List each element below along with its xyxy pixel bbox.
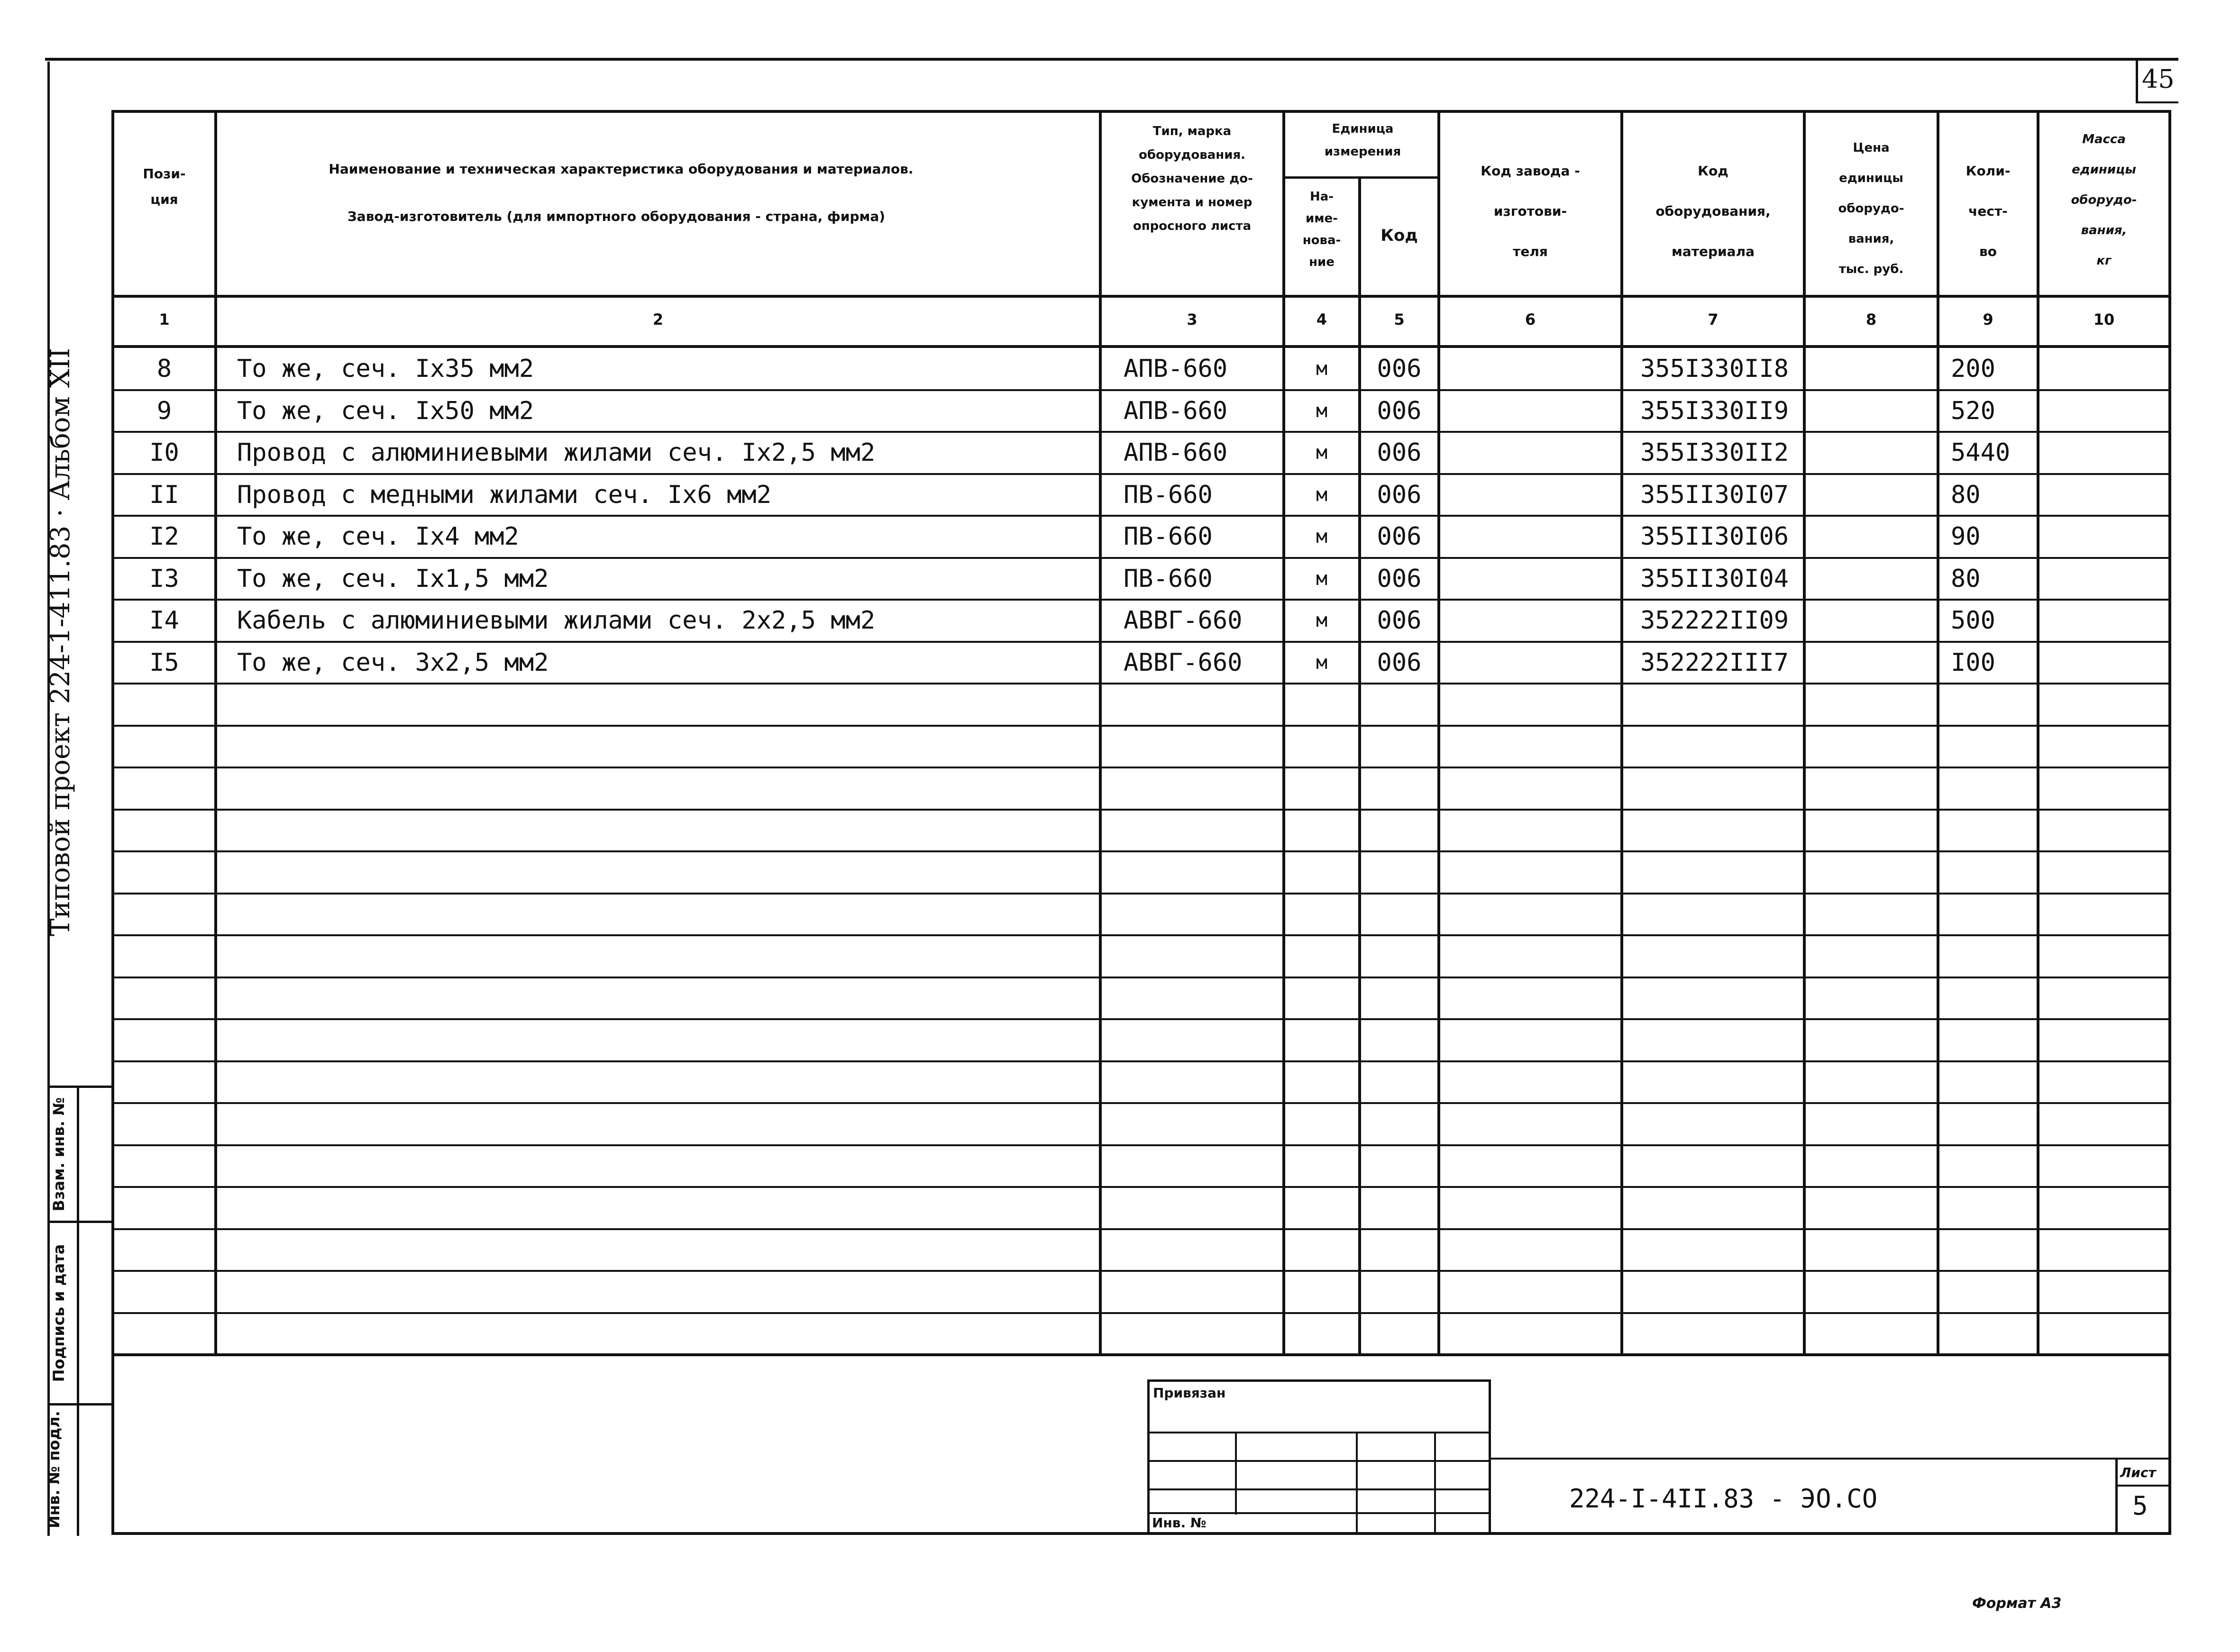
col-sep-9 xyxy=(2037,110,2039,1356)
cell-unit: м xyxy=(1316,358,1328,380)
cell-unit-code: 006 xyxy=(1377,480,1422,509)
col-sep-3 xyxy=(1282,110,1285,1356)
cell-quantity: 80 xyxy=(1951,564,1981,593)
cell-name: То же, сеч. Iх35 мм2 xyxy=(237,355,534,383)
row-rule xyxy=(111,809,2171,811)
cell-type: АВВГ-660 xyxy=(1124,606,1243,635)
colnum-6: 6 xyxy=(1525,310,1536,329)
cell-equip-code: 355II30I06 xyxy=(1640,522,1789,551)
cell-name: Кабель с алюминиевыми жилами сеч. 2х2,5 мм2 xyxy=(237,606,876,635)
row-rule xyxy=(111,725,2171,727)
stamp-left xyxy=(1147,1379,1150,1533)
cell-unit-code: 006 xyxy=(1377,522,1422,551)
cell-quantity: 520 xyxy=(1951,396,1995,425)
stamp-row1 xyxy=(1147,1432,1491,1433)
cell-unit: м xyxy=(1316,484,1328,506)
table-right-border xyxy=(2168,110,2171,1535)
side-field-replace: Взам. инв. № xyxy=(50,1097,68,1212)
cell-name: Провод с алюминиевыми жилами сеч. Iх2,5 мм2 xyxy=(237,438,876,467)
cell-equip-code: 355I330II8 xyxy=(1640,355,1789,383)
side-project-note: Типовой проект 224-1-411.83 · Альбом XII xyxy=(45,348,76,936)
cell-type: АПВ-660 xyxy=(1124,396,1228,425)
cell-unit-code: 006 xyxy=(1377,564,1422,593)
header-quantity: Коли- чест- во xyxy=(1966,163,2011,259)
cell-quantity: 500 xyxy=(1951,606,1995,635)
cell-name: То же, сеч. Iх1,5 мм2 xyxy=(237,564,549,593)
header-position: Пози- ция xyxy=(143,166,186,207)
document-code: 224-I-4II.83 - ЭО.СО xyxy=(1569,1484,1878,1514)
colnum-2: 2 xyxy=(652,310,664,329)
stamp-row3 xyxy=(1147,1488,1491,1490)
cell-equip-code: 352222II09 xyxy=(1640,606,1789,635)
stamp-col3 xyxy=(1434,1432,1436,1533)
stamp-row2 xyxy=(1147,1460,1491,1462)
row-rule xyxy=(111,683,2171,685)
table-body-bottom xyxy=(111,1353,2171,1356)
header-unit: Единица измерения xyxy=(1324,122,1401,159)
cell-quantity: 5440 xyxy=(1951,438,2011,467)
header-unit-code: Код xyxy=(1381,226,1418,245)
sheet-number: 5 xyxy=(2132,1491,2148,1521)
cell-quantity: 80 xyxy=(1951,480,1981,509)
colnum-4: 4 xyxy=(1316,310,1327,329)
sheet-label: Лист xyxy=(2120,1465,2156,1480)
cell-type: ПВ-660 xyxy=(1124,564,1213,593)
col-sep-5 xyxy=(1437,110,1440,1356)
row-rule xyxy=(111,1186,2171,1188)
cell-quantity: 200 xyxy=(1951,355,1995,383)
cell-unit: м xyxy=(1316,400,1328,422)
stamp-linked-label: Привязан xyxy=(1153,1385,1226,1401)
cell-equip-code: 352222III7 xyxy=(1640,648,1789,677)
row-rule xyxy=(111,1228,2171,1230)
cell-type: АПВ-660 xyxy=(1124,355,1228,383)
cell-position: I3 xyxy=(149,564,179,593)
col-sep-2 xyxy=(1099,110,1102,1356)
unit-header-split xyxy=(1282,176,1440,179)
colnum-9: 9 xyxy=(1983,310,1993,329)
colnum-8: 8 xyxy=(1865,310,1877,329)
row-rule xyxy=(111,977,2171,978)
header-type: Тип, марка оборудования. Обозначение до- кумента и номер опросного листа xyxy=(1131,124,1253,233)
cell-type: ПВ-660 xyxy=(1124,522,1213,551)
row-rule xyxy=(111,934,2171,936)
row-rule xyxy=(111,1018,2171,1020)
cell-quantity: 90 xyxy=(1951,522,1981,551)
format-label: Формат А3 xyxy=(1972,1595,2062,1612)
colnum-1: 1 xyxy=(159,310,170,329)
header-bottom-border xyxy=(111,295,2171,298)
cell-position: 8 xyxy=(156,355,172,383)
cell-name: Провод с медными жилами сеч. Iх6 мм2 xyxy=(237,480,772,509)
cell-name: То же, сеч. Iх4 мм2 xyxy=(237,522,519,551)
stamp-row4 xyxy=(1147,1512,1491,1514)
page-number-box-left xyxy=(2136,58,2138,103)
col-sep-6 xyxy=(1620,110,1623,1356)
cell-position: I2 xyxy=(149,522,179,551)
stamp-right xyxy=(1489,1379,1491,1533)
header-equip-code: Код оборудования, материала xyxy=(1655,163,1771,259)
col-sep-7 xyxy=(1803,110,1806,1356)
cell-type: АПВ-660 xyxy=(1124,438,1228,467)
colnum-10: 10 xyxy=(2093,310,2115,329)
colnum-7: 7 xyxy=(1708,310,1719,329)
cell-type: ПВ-660 xyxy=(1124,480,1213,509)
cell-name: То же, сеч. Iх50 мм2 xyxy=(237,396,534,425)
stamp-col2 xyxy=(1356,1432,1358,1533)
cell-unit: м xyxy=(1316,610,1328,631)
cell-equip-code: 355II30I04 xyxy=(1640,564,1789,593)
table-top-border xyxy=(111,110,2171,113)
frame-top-line xyxy=(45,58,2178,61)
page-bottom-border xyxy=(111,1532,2171,1535)
cell-equip-code: 355II30I07 xyxy=(1640,480,1789,509)
cell-position: I4 xyxy=(149,606,179,635)
cell-unit: м xyxy=(1316,567,1328,590)
sheet-box-split xyxy=(2115,1485,2171,1487)
row-rule xyxy=(111,1270,2171,1272)
side-fields-box-mid xyxy=(77,1086,79,1536)
title-block-line xyxy=(1489,1458,2171,1460)
cell-unit-code: 006 xyxy=(1377,355,1422,383)
header-unit-name: На- име- нова- ние xyxy=(1302,190,1341,269)
stamp-col1 xyxy=(1235,1432,1237,1515)
cell-unit-code: 006 xyxy=(1377,648,1422,677)
side-field-inventory: Инв. № подл. xyxy=(45,1411,63,1528)
stamp-top xyxy=(1147,1379,1491,1382)
page-number-box-bottom xyxy=(2136,101,2178,103)
row-rule xyxy=(111,1060,2171,1062)
header-price: Цена единицы оборудо- вания, тыс. руб. xyxy=(1838,141,1904,276)
cell-unit: м xyxy=(1316,651,1328,674)
cell-unit-code: 006 xyxy=(1377,438,1422,467)
cell-position: II xyxy=(149,480,179,509)
header-name-line1: Наименование и техническая характеристика оборудования и материалов. xyxy=(329,161,914,177)
row-rule xyxy=(111,767,2171,768)
colnum-5: 5 xyxy=(1394,310,1405,329)
row-rule xyxy=(111,1312,2171,1314)
row-rule xyxy=(111,1102,2171,1104)
cell-equip-code: 355I330II9 xyxy=(1640,396,1789,425)
header-name-line2: Завод-изготовитель (для импортного оборудования - страна, фирма) xyxy=(347,209,886,224)
cell-unit-code: 006 xyxy=(1377,606,1422,635)
row-rule xyxy=(111,893,2171,894)
side-field-signature: Подпись и дата xyxy=(50,1244,68,1382)
page-number: 45 xyxy=(2142,64,2175,94)
row-rule xyxy=(111,850,2171,852)
header-mfr-code: Код завода - изготови- теля xyxy=(1481,163,1580,259)
stamp-inv-label: Инв. № xyxy=(1152,1515,1207,1531)
side-fields-div1 xyxy=(47,1221,114,1223)
row-rule xyxy=(111,1144,2171,1146)
cell-unit: м xyxy=(1316,442,1328,464)
cell-type: АВВГ-660 xyxy=(1124,648,1243,677)
cell-unit: м xyxy=(1316,526,1328,548)
cell-position: 9 xyxy=(156,396,172,425)
sheet-box-left xyxy=(2115,1458,2118,1533)
cell-position: I5 xyxy=(149,648,179,677)
cell-quantity: I00 xyxy=(1951,648,1995,677)
cell-position: I0 xyxy=(149,438,179,467)
colnum-3: 3 xyxy=(1187,310,1198,329)
cell-unit-code: 006 xyxy=(1377,396,1422,425)
col-sep-1 xyxy=(214,110,217,1356)
col-sep-8 xyxy=(1937,110,1939,1356)
cell-name: То же, сеч. 3х2,5 мм2 xyxy=(237,648,549,677)
cell-equip-code: 355I330II2 xyxy=(1640,438,1789,467)
header-mass: Масса единицы оборудо- вания, кг xyxy=(2071,132,2137,268)
